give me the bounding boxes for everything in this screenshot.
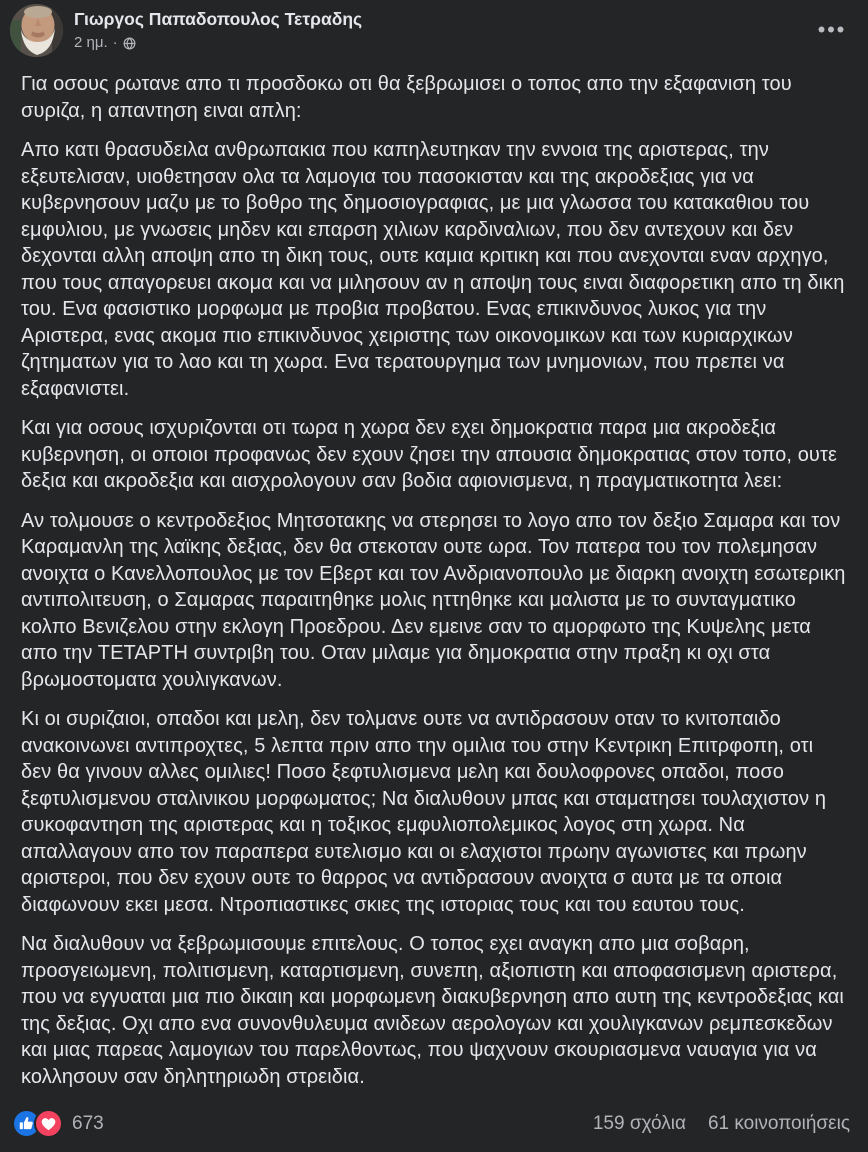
love-icon — [34, 1109, 63, 1138]
avatar-image — [10, 4, 63, 57]
comments-count[interactable]: 159 σχόλια — [592, 1112, 686, 1134]
ellipsis-icon — [818, 26, 844, 33]
post-paragraph: Και για οσους ισχυριζονται οτι τωρα η χωρα δεν εχει δημοκρατια παρα μια ακροδεξια κυβερνηση, οι οποιοι προφανως δεν εχουν ζησει την απουσια δημοκρατιας στον τοπο, ουτε δεξια και ακροδεξια και αισχρολογουν σαν βοδια αφιονισμενα, η πραγματικοτητα λεει: — [21, 417, 837, 492]
post-paragraph: Απο κατι θρασυδειλα ανθρωπακια που καπηλευτηκαν την εννοια της αριστερας, την εξευτελισαν, υιοθετησαν ολα τα λαμογια του πασοκισταν και της ακροδεξιας για να κυβερνησουν μαζυ με το βοθρο της δημοσιογραφιας, με μια γλωσσα του κατακαθιου του εμφυλιου, με γνωσεις μηδεν και επαρση χιλιων καρδιναλιων, που δεν αντεχουν και δεν δεχονται αλλη αποψη απο τη δικη τους, ουτε καμια κριτικη και που ανεχονται εναν αρχηγο, που τους απαγορευει ακομα και να μιλησουν αν η αποψη τους ειναι διαφορετικη απο τη δικη του. Ενα φασιστικο μορφωμα με προβια προβατου. Ενας επικινδυνος λυκος για την Αριστερα, ενας ακομα πιο επικινδυνος χειριστης των οικονομικων και των κυριαρχικων ζητηματων για το λαο και τη χωρα. Ενα τερατουργημα των μνημονιων, που πρεπει να εξαφανιστει. — [21, 139, 845, 400]
author-name[interactable]: Γιωργος Παπαδοπουλος Τετραδης — [74, 9, 363, 29]
post-meta — [74, 35, 362, 51]
avatar[interactable] — [10, 4, 63, 57]
post-body — [0, 57, 868, 1103]
post-header — [0, 0, 868, 57]
post-paragraph: Αν τολμουσε ο κεντροδεξιος Μητσοτακης να στερησει το λογο απο τον δεξιο Σαμαρα και τον Καραμανλη της λαϊκης δεξιας, δεν θα στεκοταν ουτε ωρα. Τον πατερα του τον πολεμησαν ανοιχτα ο Κανελλοπουλος με τον Εβερτ και τον Ανδριανοπουλο με διαρκη ανοιχτη εσωτερικη αντιπολιτευση, ο Σαμαρας παραιτηθηκε μολις ηττηθηκε και μαλιστα με το συνταγματικο κολπο Βενιζελου στην εκλογη Προεδρου. Δεν εμεινε σαν το αμορφωτο της Κυψελης μετα απο την ΤΕΤΑΡΤΗ συντριβη του. Οταν μιλαμε για δημοκρατια στην πραξη κι οχι στα βρωμοστοματα χουλιγκανων. — [21, 509, 846, 691]
header-info — [74, 4, 362, 51]
more-options-button[interactable] — [812, 20, 850, 39]
reaction-count: 673 — [72, 1112, 104, 1134]
post-footer — [0, 1103, 868, 1152]
reactions-summary[interactable] — [12, 1109, 104, 1138]
post-paragraph: Για οσους ρωτανε απο τι προσδοκω οτι θα ξεβρωμισει ο τοπος απο την εξαφανιση του συριζα, η απαντηση ειναι απλη: — [21, 73, 792, 122]
meta-separator: · — [112, 34, 118, 51]
timestamp[interactable]: 2 ημ. — [74, 34, 108, 51]
post-paragraph: Κι οι συριζαιοι, οπαδοι και μελη, δεν τολμανε ουτε να αντιδρασουν οταν το κνιτοπαιδο ανακοινωνει αντιπροχτες, 5 λεπτα πριν απο την ομιλια του στην Κεντρικη Επιτρφοπη, οτι δεν θα γινουν αλλες ομιλιες! Ποσο ξεφτυλισμενα μελη και δουλοφρονες οπαδοι, ποσο ξεφτυλισμενου σταλινικου μορφωματος; Να διαλυθουν μπας και σταματησει τουλαχιστον η συκοφαντηση της αριστερας και η τοξικος εμφυλιοπολεμικος λογος στη χωρα. Να απαλλαγουν απο τον παραπερα ευτελισμο και οι ελαχιστοι πρωην αγωνιστες και πρωην αριστεροι, που δεν εχουν ουτε το θαρρος να αντιδρασουν ανοιχτα σ αυτα με τα οποια διαφωνουν εκει μεσα. Ντροπιαστικες σκιες της ιστοριας τους και του εαυτου τους. — [21, 708, 827, 916]
shares-count[interactable]: 61 κοινοποιήσεις — [707, 1112, 850, 1134]
globe-icon — [123, 37, 136, 50]
post-paragraph: Να διαλυθουν να ξεβρωμισουμε επιτελους. Ο τοπος εχει αναγκη απο μια σοβαρη, προσγειωμενη, πολιτισμενη, καταρτισμενη, συνεπη, αξιοπιστη και αποφασισμενη αριστερα, που να εγγυαται μια πιο δικαιη και μορφωμενη διακυβερνηση απο αυτη της κεντροδεξιας και της δεξιας. Οχι απο ενα συνονθυλευμα ανιδεων αερολογων και χουλιγκανων ρεμπεσκεδων και μιας παρεας λαμογιων του παρελθοντως, που ψαχνουν σκουριασμενα ναυαγια για να κολλησουν σαν δηλητηριωδη στρειδια. — [21, 933, 844, 1088]
footer-counts — [593, 1113, 850, 1135]
